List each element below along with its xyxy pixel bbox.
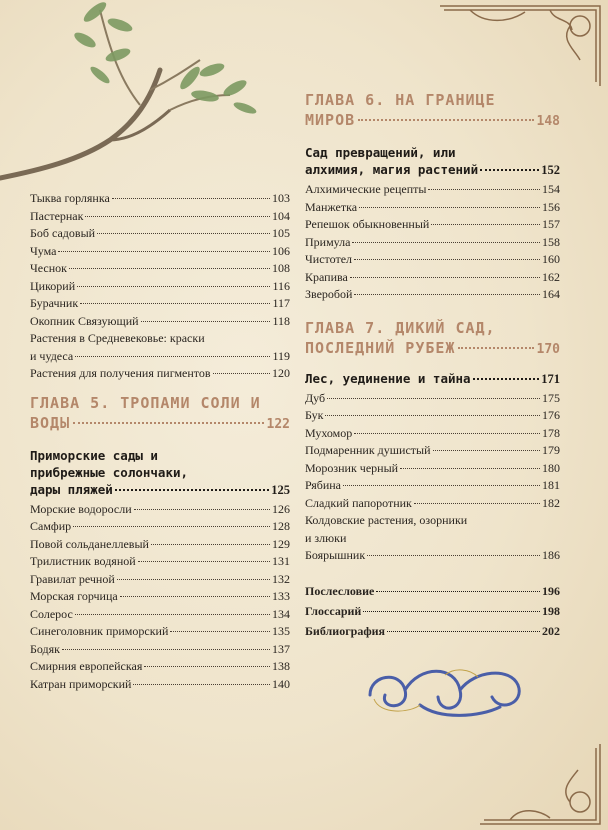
toc-entry-label: Синеголовник приморский bbox=[30, 624, 169, 638]
toc-entry[interactable] bbox=[30, 676, 290, 694]
toc-page-number: 105 bbox=[272, 226, 290, 240]
toc-entry-label: Чистотел bbox=[305, 252, 353, 266]
toc-page-number: 106 bbox=[272, 243, 290, 258]
toc-entry[interactable] bbox=[30, 623, 290, 641]
dot-leader bbox=[120, 596, 270, 597]
toc-entry[interactable] bbox=[305, 477, 560, 495]
chapter-title-line: ВОДЫ bbox=[30, 413, 71, 432]
toc-page-number: 154 bbox=[542, 182, 560, 196]
dot-leader bbox=[458, 347, 533, 349]
toc-entry[interactable] bbox=[30, 501, 290, 519]
section-page-number: 125 bbox=[271, 482, 290, 497]
dot-leader bbox=[133, 684, 270, 685]
toc-page-number: 158 bbox=[542, 234, 560, 249]
dot-leader bbox=[213, 373, 270, 374]
chapter-title-line: МИРОВ bbox=[305, 111, 356, 129]
toc-page-number: 156 bbox=[542, 199, 560, 214]
toc-entry-label: Морская горчица bbox=[30, 589, 118, 603]
toc-entry[interactable] bbox=[305, 581, 560, 601]
toc-page-number: 164 bbox=[542, 287, 560, 301]
toc-entry-label: Смирния европейская bbox=[30, 659, 143, 673]
toc-entry-label: Примула bbox=[305, 234, 351, 249]
dot-leader bbox=[400, 468, 540, 469]
toc-entry[interactable] bbox=[305, 407, 560, 425]
toc-entry[interactable] bbox=[305, 495, 560, 513]
toc-entry-label: Алхимические рецепты bbox=[305, 182, 427, 196]
dot-leader bbox=[414, 503, 540, 504]
toc-entry[interactable] bbox=[305, 199, 560, 217]
toc-entry-label: Гравилат речной bbox=[30, 571, 115, 586]
toc-page-number: 138 bbox=[272, 659, 290, 673]
dot-leader bbox=[325, 415, 540, 416]
toc-entry[interactable] bbox=[305, 269, 560, 287]
toc-entry[interactable] bbox=[30, 330, 290, 365]
toc-entry-label: Бук bbox=[305, 408, 324, 422]
toc-page-number: 104 bbox=[272, 208, 290, 223]
toc-entry[interactable] bbox=[305, 621, 560, 641]
toc-page-number: 157 bbox=[542, 217, 560, 231]
toc-entry-label: Бодяк bbox=[30, 641, 60, 656]
toc-page-number: 120 bbox=[272, 366, 290, 380]
dot-leader bbox=[85, 216, 270, 217]
toc-entry[interactable] bbox=[30, 641, 290, 659]
toc-page-number: 108 bbox=[272, 261, 290, 275]
toc-entry[interactable] bbox=[30, 536, 290, 554]
toc-entry[interactable] bbox=[305, 251, 560, 269]
toc-entry[interactable] bbox=[30, 225, 290, 243]
leafy-branch-icon bbox=[0, 0, 270, 190]
toc-entry[interactable] bbox=[305, 390, 560, 408]
toc-page-number: 181 bbox=[542, 478, 560, 492]
toc-page-number: 202 bbox=[542, 623, 560, 638]
corner-flourish-icon bbox=[430, 0, 608, 90]
toc-page-number: 179 bbox=[542, 443, 560, 457]
toc-entry-label: Бурачник bbox=[30, 296, 79, 310]
toc-entry[interactable] bbox=[30, 571, 290, 589]
section-title-line: прибрежные солончаки, bbox=[30, 464, 189, 480]
dot-leader bbox=[433, 450, 540, 451]
dot-leader bbox=[117, 579, 270, 580]
dot-leader bbox=[75, 614, 270, 615]
toc-page-number: 135 bbox=[272, 624, 290, 638]
toc-page-number: 162 bbox=[542, 269, 560, 284]
toc-entry-label: Крапива bbox=[305, 269, 348, 284]
corner-flourish-icon bbox=[470, 740, 608, 830]
toc-entry[interactable] bbox=[305, 547, 560, 565]
toc-entry[interactable] bbox=[30, 243, 290, 261]
toc-entry-label: Боярышник bbox=[305, 548, 366, 562]
toc-page-number: 118 bbox=[272, 313, 290, 328]
chapter-5-heading[interactable] bbox=[30, 393, 290, 435]
toc-entry-label: Морозник черный bbox=[305, 460, 399, 475]
dot-leader bbox=[358, 119, 533, 121]
dot-leader bbox=[354, 259, 540, 260]
toc-entry-label: Чеснок bbox=[30, 261, 68, 275]
toc-entry[interactable] bbox=[30, 365, 290, 383]
toc-page-number: 117 bbox=[272, 296, 290, 310]
toc-page-number: 132 bbox=[272, 571, 290, 586]
toc-entry[interactable] bbox=[30, 208, 290, 226]
dot-leader bbox=[73, 526, 270, 527]
toc-entry[interactable] bbox=[305, 181, 560, 199]
dot-leader bbox=[134, 509, 270, 510]
dot-leader bbox=[359, 207, 540, 208]
toc-page-number: 140 bbox=[272, 676, 290, 691]
toc-entry-label: Репешок обыкновенный bbox=[305, 217, 430, 231]
toc-page-number: 133 bbox=[272, 589, 290, 603]
toc-entry[interactable] bbox=[305, 425, 560, 443]
toc-entry-label: Подмаренник душистый bbox=[305, 443, 431, 457]
dot-leader bbox=[144, 666, 270, 667]
section-seaside-heading[interactable] bbox=[30, 447, 290, 499]
dot-leader bbox=[376, 591, 540, 592]
section-alchemy-heading[interactable] bbox=[305, 144, 560, 179]
dot-leader bbox=[115, 489, 269, 491]
toc-page-number: 196 bbox=[542, 583, 560, 598]
toc-page-number: 137 bbox=[272, 641, 290, 656]
dot-leader bbox=[431, 224, 540, 225]
chapter-page-number: 122 bbox=[266, 416, 290, 432]
toc-page-number: 129 bbox=[272, 536, 290, 551]
chapter-6-heading[interactable] bbox=[305, 90, 560, 132]
toc-entry-label: Самфир bbox=[30, 519, 72, 533]
dot-leader bbox=[363, 611, 540, 612]
toc-entry-label: Глоссарий bbox=[305, 603, 362, 618]
toc-entry[interactable] bbox=[305, 442, 560, 460]
chapter-title-line: ГЛАВА 7. ДИКИЙ САД, bbox=[305, 318, 496, 337]
dot-leader bbox=[480, 169, 539, 171]
toc-entry-label: Солерос bbox=[30, 606, 73, 621]
dot-leader bbox=[170, 631, 270, 632]
dot-leader bbox=[69, 268, 270, 269]
toc-entry-label: Пастернак bbox=[30, 208, 84, 223]
toc-right-column bbox=[305, 90, 560, 641]
dot-leader bbox=[352, 242, 540, 243]
dot-leader bbox=[327, 398, 540, 399]
toc-page-number: 119 bbox=[272, 348, 290, 363]
toc-left-column bbox=[30, 190, 290, 693]
section-title-line: алхимия, магия растений bbox=[305, 162, 479, 177]
dot-leader bbox=[354, 433, 540, 434]
toc-entry-label: Библиография bbox=[305, 623, 386, 638]
section-title-line: Приморские сады и bbox=[30, 447, 158, 463]
toc-entry-label: Сладкий папоротник bbox=[305, 495, 412, 510]
toc-entry[interactable] bbox=[30, 278, 290, 296]
chapter-page-number: 148 bbox=[536, 114, 560, 129]
toc-entry-label: Мухомор bbox=[305, 425, 353, 440]
toc-entry-label: и чудеса bbox=[30, 348, 74, 363]
toc-page-number: 176 bbox=[542, 408, 560, 422]
dot-leader bbox=[77, 286, 270, 287]
toc-entry-label: Трилистник водяной bbox=[30, 554, 136, 568]
section-page-number: 171 bbox=[541, 371, 560, 386]
section-title-line: дары пляжей bbox=[30, 481, 113, 497]
toc-entry-label: Растения в Средневековье: краски bbox=[30, 331, 205, 345]
dot-leader bbox=[354, 294, 540, 295]
dot-leader bbox=[141, 321, 271, 322]
toc-entry[interactable] bbox=[30, 260, 290, 278]
toc-entry-label: Дуб bbox=[305, 390, 326, 405]
toc-entry-label: Повой сольданеллевый bbox=[30, 536, 149, 551]
toc-entry-label: Морские водоросли bbox=[30, 501, 132, 516]
toc-entry-label: Окопник Связующий bbox=[30, 313, 139, 328]
dot-leader bbox=[367, 555, 540, 556]
toc-page-number: 131 bbox=[272, 554, 290, 568]
toc-page-number: 178 bbox=[542, 425, 560, 440]
toc-entry[interactable] bbox=[305, 286, 560, 304]
dot-leader bbox=[387, 631, 540, 632]
chapter-page-number: 170 bbox=[536, 341, 560, 357]
toc-entry-label: Цикорий bbox=[30, 278, 76, 293]
chapter-title-line: ГЛАВА 6. НА ГРАНИЦЕ bbox=[305, 91, 496, 109]
toc-entry[interactable] bbox=[30, 190, 290, 208]
dot-leader bbox=[151, 544, 270, 545]
toc-entry-label: Послесловие bbox=[305, 583, 375, 598]
toc-entry-label: Колдовские растения, озорники bbox=[305, 513, 468, 527]
toc-page-number: 134 bbox=[272, 606, 290, 621]
toc-entry[interactable] bbox=[30, 313, 290, 331]
toc-entry-label: Катран приморский bbox=[30, 676, 132, 691]
toc-page-number: 103 bbox=[272, 191, 290, 205]
toc-entry[interactable] bbox=[305, 512, 560, 547]
toc-entry[interactable] bbox=[305, 234, 560, 252]
dot-leader bbox=[350, 277, 540, 278]
dot-leader bbox=[138, 561, 270, 562]
toc-entry[interactable] bbox=[30, 588, 290, 606]
toc-page-number: 175 bbox=[542, 390, 560, 405]
toc-entry-label: Зверобой bbox=[305, 287, 353, 301]
section-title-line: Сад превращений, или bbox=[305, 145, 456, 160]
section-title-line: Лес, уединение и тайна bbox=[305, 370, 471, 386]
dot-leader bbox=[97, 233, 270, 234]
toc-entry[interactable] bbox=[30, 553, 290, 571]
toc-entry[interactable] bbox=[30, 658, 290, 676]
blue-scroll-ornament-icon bbox=[360, 655, 530, 725]
toc-entry-label: Манжетка bbox=[305, 199, 358, 214]
toc-page-number: 186 bbox=[542, 548, 560, 562]
dot-leader bbox=[73, 422, 263, 424]
toc-entry[interactable] bbox=[30, 295, 290, 313]
dot-leader bbox=[428, 189, 540, 190]
toc-entry[interactable] bbox=[305, 601, 560, 621]
toc-page-number: 182 bbox=[542, 495, 560, 510]
toc-entry-label: Боб садовый bbox=[30, 226, 96, 240]
dot-leader bbox=[112, 198, 270, 199]
toc-entry-label: Растения для получения пигментов bbox=[30, 366, 211, 380]
toc-page-number: 180 bbox=[542, 460, 560, 475]
toc-entry-label: Рябина bbox=[305, 478, 342, 492]
dot-leader bbox=[58, 251, 270, 252]
toc-entry[interactable] bbox=[305, 460, 560, 478]
dot-leader bbox=[473, 378, 540, 380]
dot-leader bbox=[75, 356, 270, 357]
chapter-title-line: ГЛАВА 5. ТРОПАМИ СОЛИ И bbox=[30, 393, 261, 412]
toc-page-number: 128 bbox=[272, 519, 290, 533]
toc-entry-label: Чума bbox=[30, 243, 57, 258]
toc-entry[interactable] bbox=[305, 216, 560, 234]
dot-leader bbox=[343, 485, 540, 486]
toc-entry-label: и злюки bbox=[305, 530, 347, 545]
chapter-7-heading[interactable] bbox=[305, 318, 560, 360]
toc-page-number: 160 bbox=[542, 252, 560, 266]
toc-entry-label: Тыква горлянка bbox=[30, 191, 110, 205]
toc-page-number: 198 bbox=[542, 603, 560, 618]
section-page-number: 152 bbox=[541, 163, 560, 177]
toc-page-number: 116 bbox=[272, 278, 290, 293]
dot-leader bbox=[80, 303, 270, 304]
dot-leader bbox=[62, 649, 270, 650]
toc-entry[interactable] bbox=[30, 518, 290, 536]
toc-page-number: 126 bbox=[272, 501, 290, 516]
chapter-title-line: ПОСЛЕДНИЙ РУБЕЖ bbox=[305, 338, 456, 357]
section-forest-heading[interactable] bbox=[305, 370, 560, 388]
toc-entry[interactable] bbox=[30, 606, 290, 624]
